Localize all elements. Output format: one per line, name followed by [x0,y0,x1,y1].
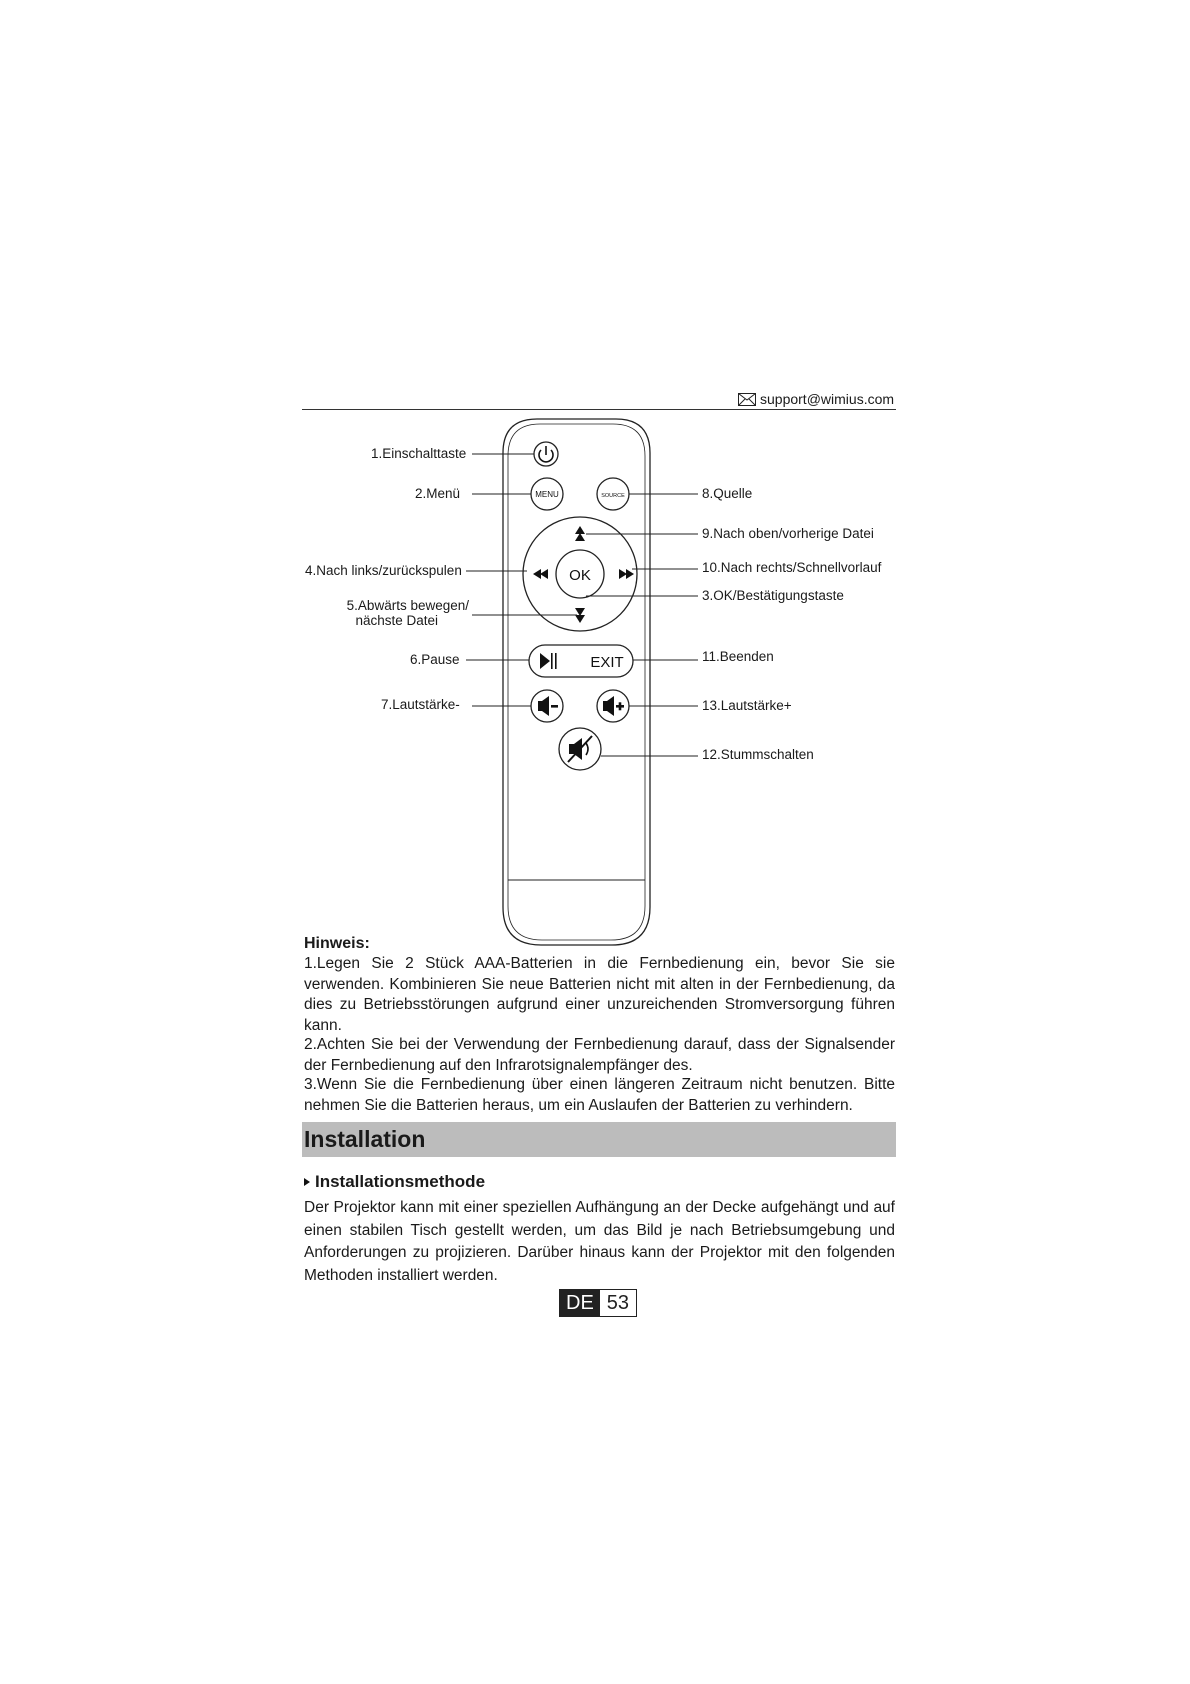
label-down-1: 5.Abwärts bewegen/ [346,598,469,613]
page-lang: DE [560,1290,600,1316]
label-vol-up: 13.Lautstärke+ [702,698,792,713]
label-pause: 6.Pause [410,652,460,667]
label-mute: 12.Stummschalten [702,747,814,762]
section-title: Installation [304,1126,426,1152]
label-exit: 11.Beenden [702,649,774,664]
menu-button-text: MENU [535,490,559,499]
play-pause-icon [540,653,557,669]
rewind-icon [533,569,541,579]
subsection-title: Installationsmethode [315,1172,486,1191]
source-button-text: SOURCE [601,493,625,499]
label-menu: 2.Menü [415,486,461,501]
fast-forward-icon [619,569,627,579]
section-header-bar [302,1122,896,1157]
label-ok: 3.OK/Bestätigungstaste [702,588,844,603]
triangle-bullet-icon [304,1178,310,1186]
ok-button-text: OK [569,567,591,584]
up-arrow-icon [575,526,585,534]
subsection-heading [304,1172,485,1192]
label-source: 8.Quelle [702,486,753,501]
mute-icon [568,736,592,762]
power-icon [539,446,553,462]
remote-body-inner [508,424,645,940]
note-item-1: 1.Legen Sie 2 Stück AAA-Batterien in die Fernbedienung ein, bevor Sie sie verwenden. Kombinieren Sie neue Batterien nicht mit alten in der Fernbedienung, da dies zu Betriebsstörungen aufgrund einer unzureichenden Stromversorgung führen kann. [304,955,895,1034]
label-down-2: nächste Datei [355,613,438,628]
label-left: 4.Nach links/zurückspulen [305,563,462,578]
label-up: 9.Nach oben/vorherige Datei [702,526,874,541]
label-vol-down: 7.Lautstärke- [381,697,460,712]
support-email: support@wimius.com [760,391,895,407]
note-title: Hinweis: [304,935,370,952]
page-num: 53 [600,1290,636,1316]
page-number [559,1289,637,1317]
note-item-2: 2.Achten Sie bei der Verwendung der Fernbedienung darauf, dass der Signalsender der Fernbedienung auf den Infrarotsignalempfänger des. [304,1036,895,1074]
label-right: 10.Nach rechts/Schnellvorlauf [702,560,882,575]
section-body: Der Projektor kann mit einer speziellen Aufhängung an der Decke aufgehängt und auf einen stabilen Tisch gestellt werden, um das Bild je nach Betriebsumgebung und Anforderungen zu projizieren. Darüber hinaus kann der Projektor mit den folgenden Methoden installiert werden. [304,1199,895,1284]
note-item-3: 3.Wenn Sie die Fernbedienung über einen längeren Zeitraum nicht benutzen. Bitte nehmen Sie die Batterien heraus, um ein Auslaufen der Batterien zu verhindern. [304,1076,895,1114]
exit-button-text: EXIT [590,654,624,671]
vol-up-icon [603,696,624,716]
vol-down-icon [538,696,558,716]
label-power: 1.Einschalttaste [371,446,467,461]
